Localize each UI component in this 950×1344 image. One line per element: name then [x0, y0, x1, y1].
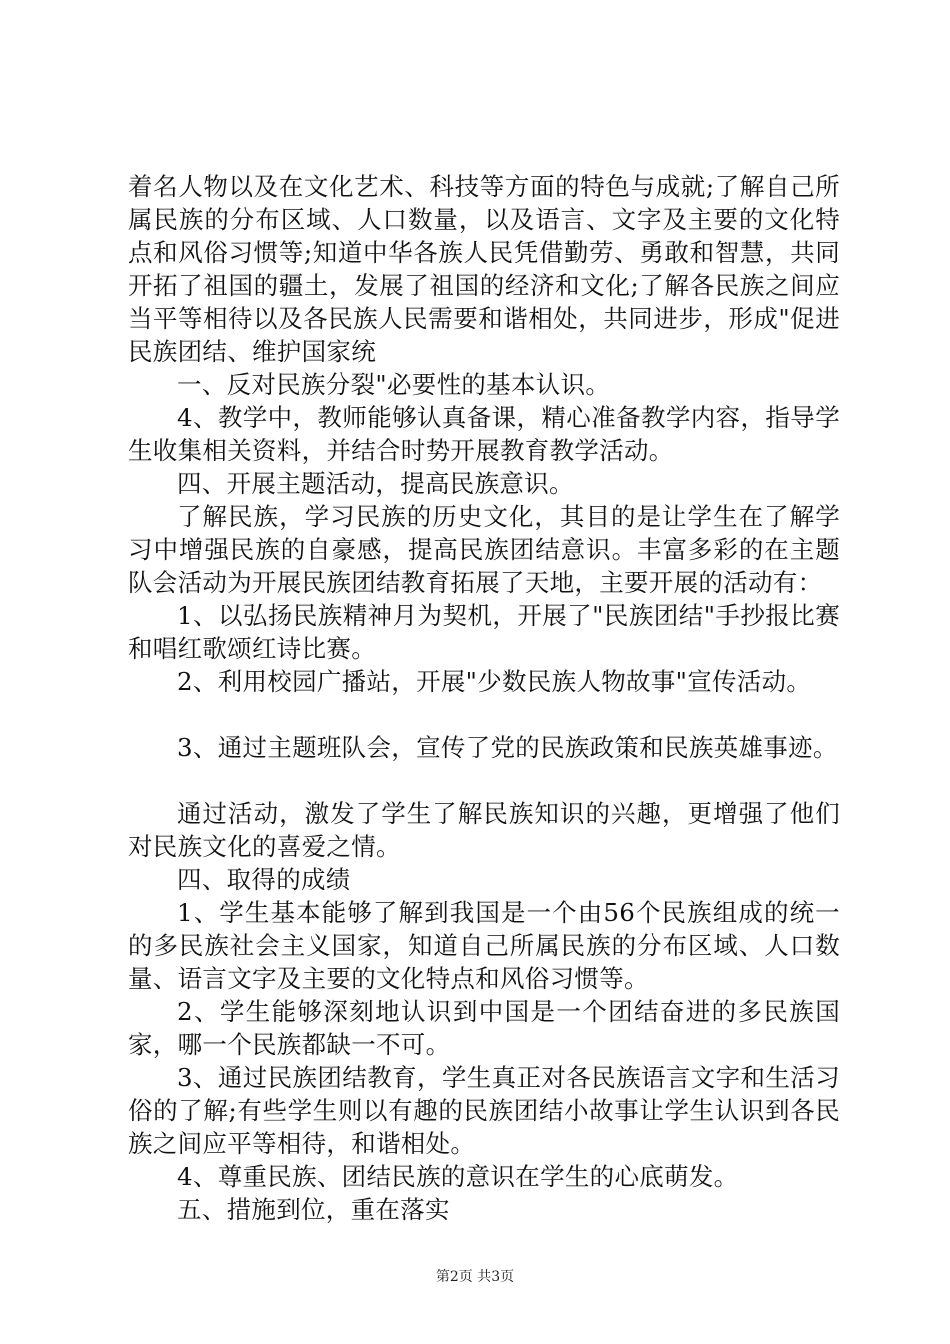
section-heading-measures: 五、措施到位，重在落实	[177, 1195, 450, 1224]
paragraph-continuation: 着名人物以及在文化艺术、科技等方面的特色与成就;了解自己所属民族的分布区域、人口数量，以及语言、文字及主要的文化特点和风俗习惯等;知道中华各族人民凭借勤劳、勇敢和智慧，共同开拓了祖国的疆土，发展了祖国的经济和文化;了解各民族之间应当平等相待以及各民族人民需要和谐相处，共同进步，形成"促进民族团结、维护国家统	[128, 172, 840, 366]
document-body	[128, 170, 840, 1226]
paragraph-spacer	[128, 764, 840, 797]
paragraph-spacer	[128, 698, 840, 731]
list-item-activity-1: 1、以弘扬民族精神月为契机，开展了"民族团结"手抄报比赛和唱红歌颂红诗比赛。	[128, 601, 840, 663]
list-item-achievement-2: 2、学生能够深刻地认识到中国是一个团结奋进的多民族国家，哪一个民族都缺一不可。	[128, 997, 840, 1059]
paragraph-heading-opposition: 一、反对民族分裂"必要性的基本认识。	[177, 370, 611, 399]
section-heading-activities: 四、开展主题活动，提高民族意识。	[177, 469, 574, 498]
list-item-achievement-4: 4、尊重民族、团结民族的意识在学生的心底萌发。	[177, 1162, 739, 1191]
paragraph-activities-intro: 了解民族，学习民族的历史文化，其目的是让学生在了解学习中增强民族的自豪感，提高民族团结意识。丰富多彩的在主题队会活动为开展民族团结教育拓展了天地，主要开展的活动有：	[128, 502, 840, 597]
list-item-achievement-1: 1、学生基本能够了解到我国是一个由56个民族组成的统一的多民族社会主义国家，知道自己所属民族的分布区域、人口数量、语言文字及主要的文化特点和风俗习惯等。	[128, 898, 840, 993]
list-item-activity-2: 2、利用校园广播站，开展"少数民族人物故事"宣传活动。	[177, 667, 812, 696]
section-heading-achievements: 四、取得的成绩	[177, 865, 351, 894]
list-item-activity-3: 3、通过主题班队会，宣传了党的民族政策和民族英雄事迹。	[177, 733, 838, 762]
paragraph-teaching: 4、教学中，教师能够认真备课，精心准备教学内容，指导学生收集相关资料，并结合时势开展教育教学活动。	[128, 403, 840, 465]
page-footer: 第2页 共3页	[435, 1269, 515, 1285]
list-item-achievement-3: 3、通过民族团结教育，学生真正对各民族语言文字和生活习俗的了解;有些学生则以有趣的民族团结小故事让学生认识到各民族之间应平等相待，和谐相处。	[128, 1063, 840, 1158]
paragraph-activities-summary: 通过活动，激发了学生了解民族知识的兴趣，更增强了他们对民族文化的喜爱之情。	[128, 799, 840, 861]
